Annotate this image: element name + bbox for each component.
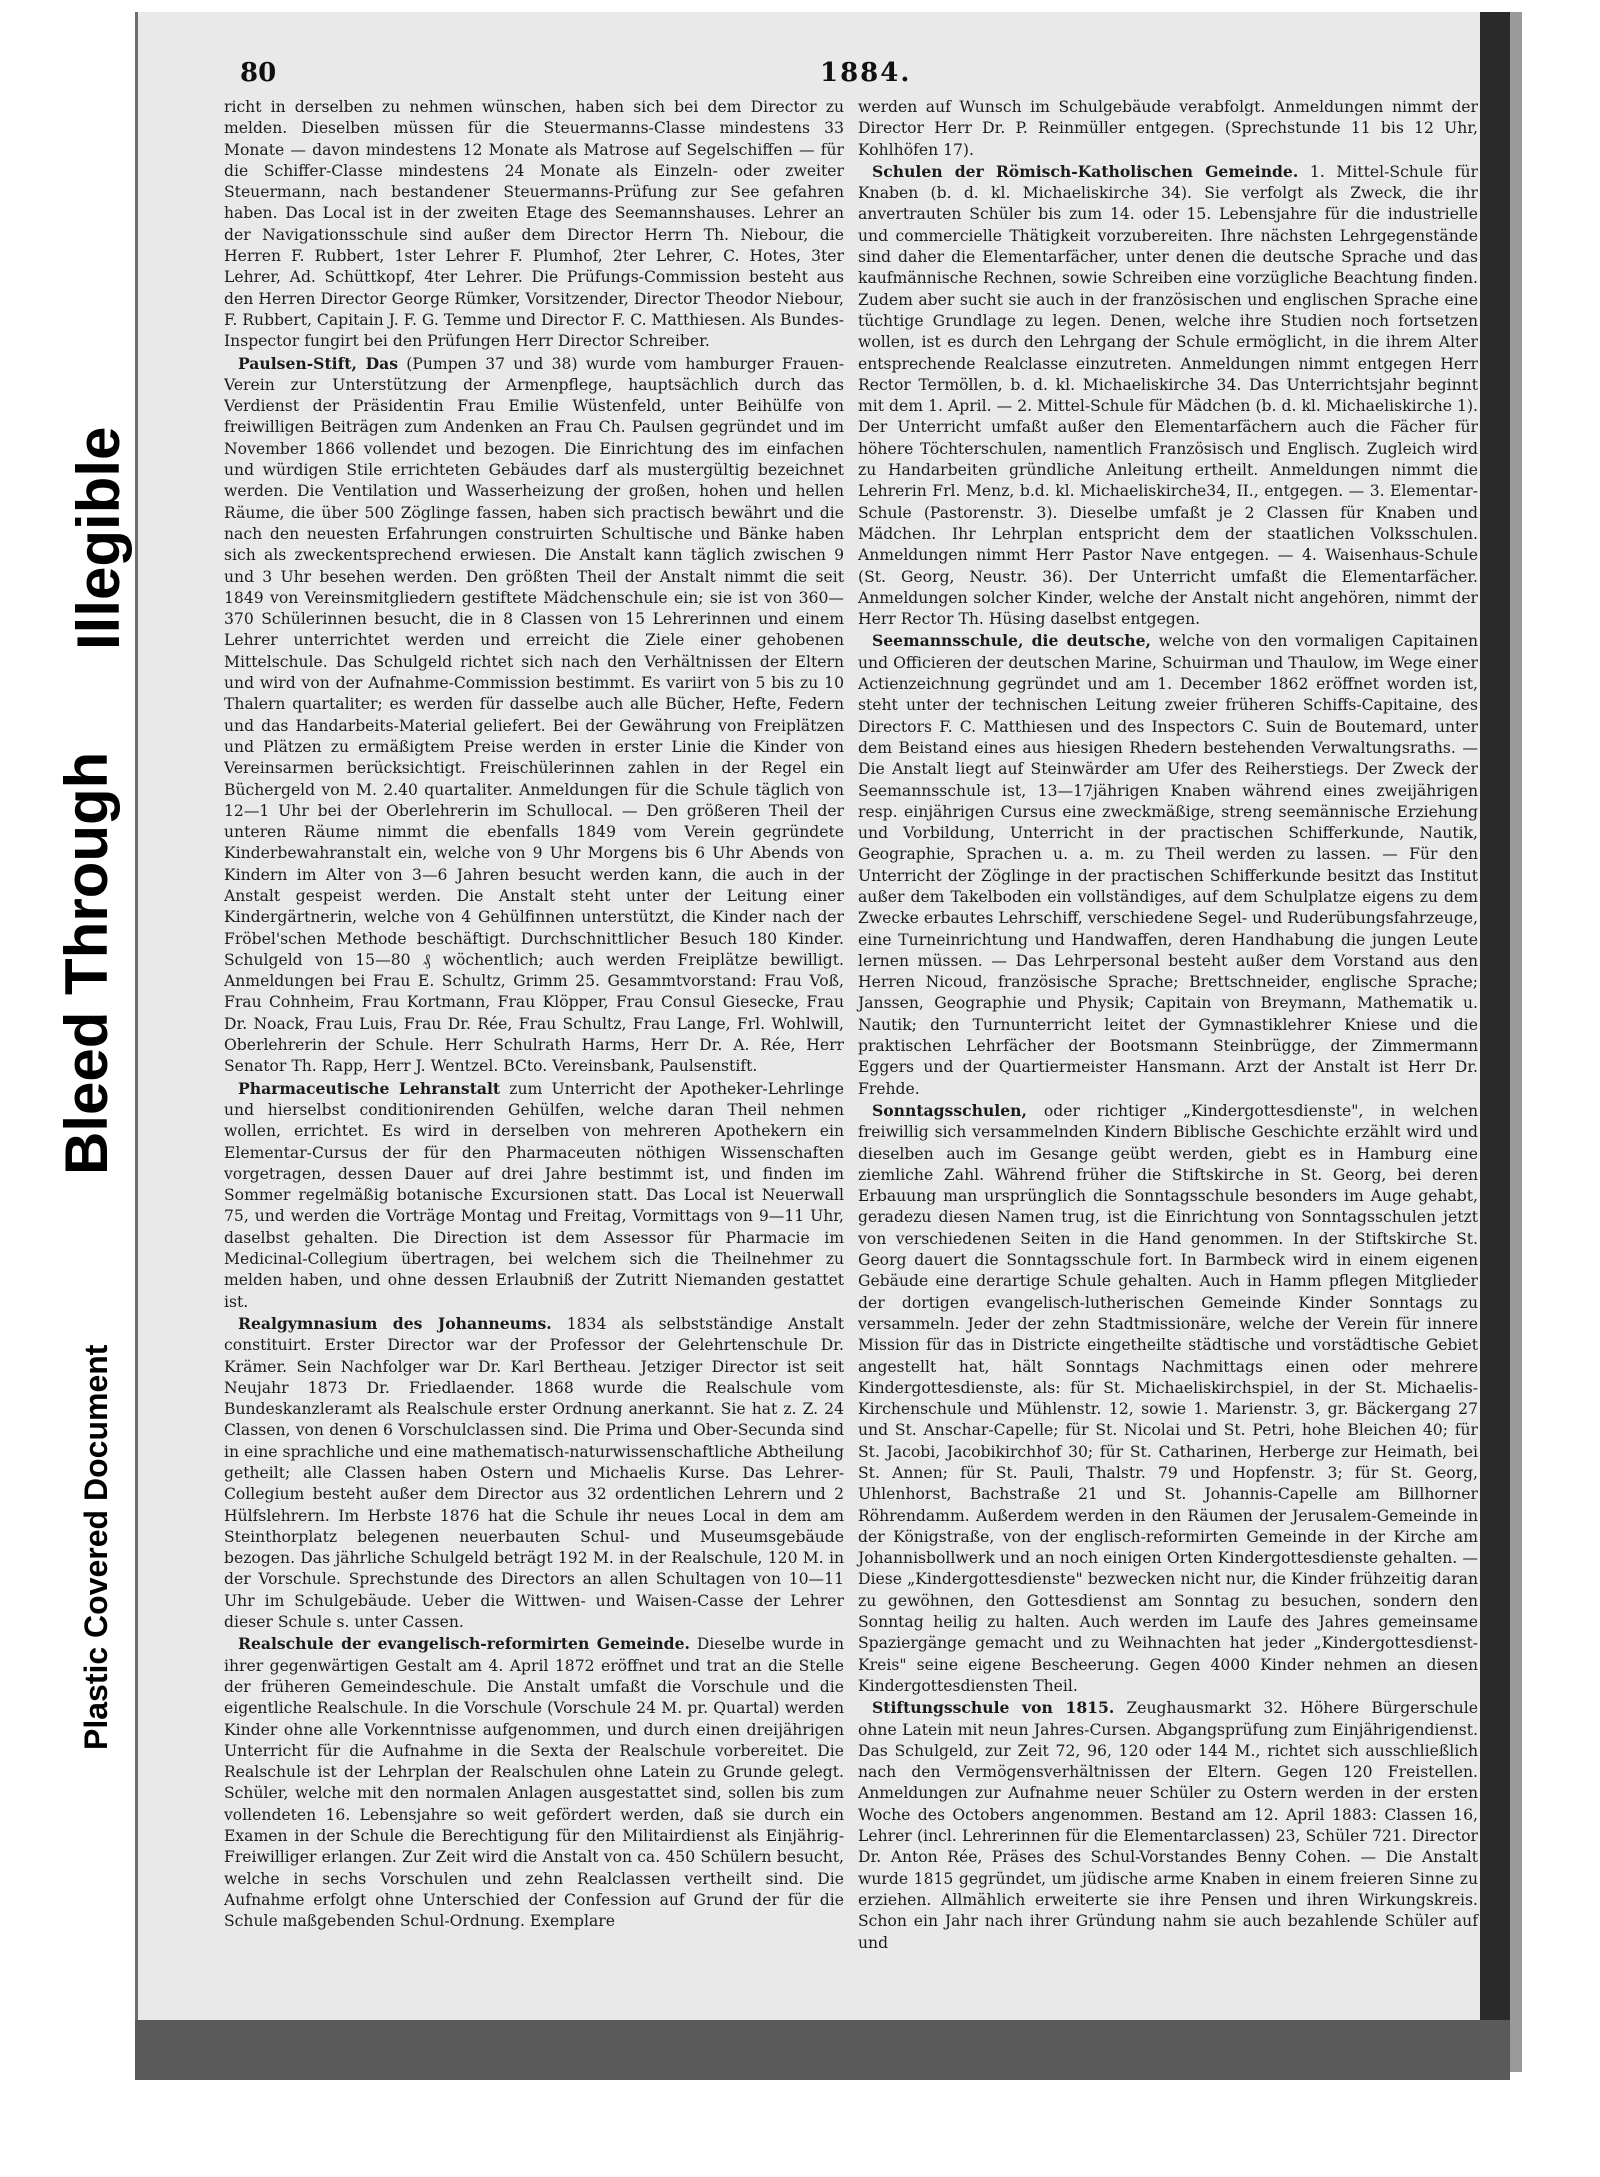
entry-paragraph <box>224 1313 844 1633</box>
scan-bottom-band <box>135 2020 1510 2080</box>
entry-paragraph <box>858 1100 1478 1697</box>
page-edge-margin <box>1510 12 1522 2072</box>
entry-text: 1834 als selbstständige Anstalt constituirt. Erster Director war der Professor der Gelehrtenschule Dr. Krämer. Sein Nachfolger war Dr. Karl Bertheau. Jetziger Director ist seit Neujahr 1873 Dr. Friedlaender. 1868 wurde die Realschule vom Bundeskanzleramt als Realschule erster Ordnung anerkannt. Sie hat z. Z. 24 Classen, von denen 6 Vorschulclassen sind. Die Prima und Ober-Secunda sind in eine sprachliche und eine mathematisch-naturwissenschaftliche Abtheilung getheilt; alle Classen haben Ostern und Michaelis Kurse. Das Lehrer-Collegium besteht außer dem Director aus 32 ordentlichen Lehrern und 2 Hülfslehrern. Im Herbste 1876 hat die Schule ihr neues Local in dem am Steinthorplatz belegenen neuerbauten Schul- und Museumsgebäude bezogen. Das jährliche Schulgeld beträgt 192 M. in der Realschule, 120 M. in der Vorschule. Sprechstunde des Directors an allen Schultagen von 10—11 Uhr im Schulgebäude. Ueber die Wittwen- und Waisen-Casse der Lehrer dieser Schule s. unter Cassen. <box>224 1314 844 1632</box>
entry-text: richt in derselben zu nehmen wünschen, haben sich bei dem Director zu melden. Dieselben müssen für die Steuermanns-Classe mindestens 33 Monate — davon mindestens 12 Monate als Matrose auf Segelschiffen — für die Schiffer-Classe mindestens 24 Monate als Einzeln- oder zweiter Steuermann, nach bestandener Steuermanns-Prüfung zur See gefahren haben. Das Local ist in der zweiten Etage des Seemannshauses. Lehrer an der Navigationsschule sind außer dem Director Herrn Th. Niebour, die Herren F. Rubbert, 1ster Lehrer F. Plumhof, 2ter Lehrer, C. Hotes, 3ter Lehrer, Ad. Schüttkopf, 4ter Lehrer. Die Prüfungs-Commission besteht aus den Herren Director George Rümker, Vorsitzender, Director Theodor Niebour, F. Rubbert, Capitain J. F. G. Temme und Director F. C. Matthiesen. Als Bundes-Inspector fungirt bei den Prüfungen Herr Director Schreiber. <box>224 98 844 351</box>
entry-paragraph <box>224 353 844 1078</box>
stamp-sidebar <box>0 0 140 2177</box>
plastic-covered-stamp: Plastic Covered Document <box>78 1344 114 1750</box>
entry-heading: Schulen der Römisch-Katholischen Gemeinde. <box>872 161 1299 181</box>
entry-heading: Sonntagsschulen, <box>872 1100 1027 1120</box>
entry-heading: Pharmaceutische Lehranstalt <box>238 1078 501 1098</box>
entry-paragraph <box>224 96 844 353</box>
entry-heading: Realschule der evangelisch-reformirten Gemeinde. <box>238 1634 690 1654</box>
entry-paragraph <box>224 1633 844 1932</box>
entry-text: zum Unterricht der Apotheker-Lehrlinge und hierselbst conditionirenden Gehülfen, welche daran Theil nehmen wollen, errichtet. Es wird in derselben von mehreren Apothekern ein Elementar-Cursus der für den Pharmaceuten nöthigen Wissenschaften vorgetragen, dessen Dauer auf drei Jahre bestimmt ist, und finden im Sommer regelmäßig botanische Excursionen statt. Das Local ist Neuerwall 75, und werden die Vorträge Montag und Freitag, Vormittags von 9—11 Uhr, daselbst gehalten. Die Direction ist dem Assessor für Pharmacie im Medicinal-Collegium übertragen, bei welchem sich die Theilnehmer zu melden haben, und ohne dessen Erlaubniß der Zutritt Niemanden gestattet ist. <box>224 1079 845 1311</box>
entry-paragraph <box>858 161 1478 631</box>
bleed-through-stamp: Bleed Through <box>53 751 120 1175</box>
entry-paragraph <box>858 630 1478 1100</box>
entry-text: welche von den vormaligen Capitainen und Officieren der deutschen Marine, Schuirman und Thaulow, im Wege einer Actienzeichnung gegründet und am 1. December 1862 eröffnet worden ist, steht unter der technischen Leitung zweier früheren Schiffs-Capitaine, des Directors F. C. Matthiesen und des Inspectors C. Suin de Boutemard, unter dem Beistand eines aus hiesigen Rhedern bestehenden Verwaltungsraths. — Die Anstalt liegt auf Steinwärder am Ufer des Reiherstiegs. Der Zweck der Seemannsschule ist, 13—17jährigen Knaben während eines zweijährigen resp. einjährigen Cursus eine zweckmäßige, streng seemännische Erziehung und Vorbildung, Unterricht in der practischen Schifferkunde, Nautik, Geographie, Sprachen u. a. m. zu Theil werden zu lassen. — Für den Unterricht der Zöglinge in der practischen Schifferkunde besitzt das Institut außer dem Takelboden ein vollständiges, auf dem Schulplatze eigens zu dem Zwecke erbautes Lehrschiff, verschiedene Segel- und Ruderübungsfahrzeuge, eine Turneinrichtung und Handwaffen, deren Handhabung die jungen Leute lernen müssen. — Das Lehrpersonal besteht außer dem Vorstand aus den Herren Nicoud, französische Sprache; Brettschneider, englische Sprache; Janssen, Geographie und Physik; Capitain von Breymann, Mathematik u. Nautik; den Turnunterricht leitet der Gymnastiklehrer Kniese und die praktischen Lehrfächer der Bootsmann Steinbrügge, der Zimmermann Eggers und der Quartiermeister Hansmann. Arzt der Anstalt ist Herr Dr. Frehde. <box>858 632 1478 1098</box>
entry-paragraph <box>224 1078 844 1313</box>
entry-heading: Realgymnasium des Johanneums. <box>238 1313 552 1333</box>
entry-heading: Stiftungsschule von 1815. <box>872 1698 1115 1718</box>
page-year: 1884. <box>820 58 912 88</box>
entry-text: oder richtiger „Kindergottesdienste", in welchen freiwillig sich versammelnden Kindern Biblische Geschichte erzählt wird und dieselben auch im Gesange geübt werden, giebt es in Hamburg eine ziemliche Zahl. Während früher die Stiftskirche in St. Georg, bei deren Erbauung man ursprünglich die Sonntagsschule besonders im Auge gehabt, geradezu diesen Namen trug, ist die Einrichtung von Sonntagsschulen jetzt von verschiedenen Seiten in die Hand genommen. In der Stiftskirche St. Georg dauert die Sonntagsschule fort. In Barmbeck wird in einem eigenen Gebäude eine derartige Schule gehalten. Auch in Hamm pflegen Mitglieder der dortigen evangelisch-lutherischen Gemeinde Kinder Sonntags zu versammeln. Jeder der zehn Stadtmissionäre, welche der Verein für innere Mission für das in Districte eingetheilte städtische und vorstädtische Gebiet angestellt hat, hält Sonntags Nachmittags einen oder mehrere Kindergottesdienste, als: für St. Michaeliskirchspiel, in der St. Michaelis-Kirchenschule und Mühlenstr. 12, sowie 1. Marienstr. 3, gr. Bäckergang 27 und St. Anschar-Capelle; für St. Nicolai und St. Petri, hohe Bleichen 40; für St. Jacobi, Jacobikirchhof 30; für St. Catharinen, Herberge zur Heimath, bei St. Annen; für St. Pauli, Thalstr. 79 und Hopfenstr. 3; für St. Georg, Uhlenhorst, Bachstraße 21 und St. Johannis-Capelle am Billhorner Röhrendamm. Außerdem werden in den Räumen der Jerusalem-Gemeinde in der Königstraße, von der englisch-reformirten Gemeinde in der Kirche am Johannisbollwerk und an noch einigen Orten Kindergottesdienste gehalten. — Diese „Kindergottesdienste" bezwecken nicht nur, die Kinder frühzeitig daran zu gewöhnen, den Gottesdienst am Sonntag zu besuchen, sondern den Sonntag heilig zu halten. Auch werden im Laufe des Jahres gemeinsame Spaziergänge gemacht und zu Weihnachten hat jeder „Kindergottesdienst-Kreis" seine eigene Bescheerung. Gegen 4000 Kinder nehmen an diesen Kindergottesdiensten Theil. <box>858 1101 1478 1695</box>
left-text-column <box>224 96 844 1933</box>
entry-heading: Paulsen-Stift, Das <box>238 353 399 373</box>
right-text-column <box>858 96 1478 1954</box>
entry-paragraph <box>858 96 1478 161</box>
entry-text: werden auf Wunsch im Schulgebäude verabfolgt. Anmeldungen nimmt der Director Herr Dr. P. Reinmüller entgegen. (Sprechstunde 11 bis 12 Uhr, Kohlhöfen 17). <box>858 98 1478 159</box>
entry-heading: Seemannsschule, die deutsche, <box>872 631 1151 651</box>
entry-text: (Pumpen 37 und 38) wurde vom hamburger Frauen-Verein zur Unterstützung der Armenpflege, hauptsächlich durch das Verdienst der Präsidentin Frau Emilie Wüstenfeld, unter Beihülfe von freiwilligen Beiträgen zum Andenken an Frau Ch. Paulsen gegründet und im November 1866 vollendet und bezogen. Die Einrichtung des im einfachen und würdigen Stile errichteten Gebäudes darf als mustergültig bezeichnet werden. Die Ventilation und Wasserheizung der großen, hohen und hellen Räume, die über 500 Zöglinge fassen, haben sich practisch bewährt und die nach den neuesten Erfahrungen construirten Schultische und Bänke haben sich als zweckentsprechend erwiesen. Die Anstalt kann täglich zwischen 9 und 3 Uhr besehen werden. Den größten Theil der Anstalt nimmt die seit 1849 von Vereinsmitgliedern gestiftete Mädchenschule ein; sie ist von 360—370 Schülerinnen besucht, die in 8 Classen von 15 Lehrerinnen und einem Lehrer unterrichtet werden und erreicht die Ziele einer gehobenen Mittelschule. Das Schulgeld richtet sich nach den Verhältnissen der Eltern und wird von der Aufnahme-Commission bestimmt. Es variirt von 5 bis zu 10 Thalern quartaliter; es werden für dasselbe auch alle Bücher, Hefte, Federn und das Handarbeits-Material geliefert. Bei der Gewährung von Freiplätzen und Plätzen zu ermäßigtem Preise werden in erster Linie die Kinder von Vereinsarmen berücksichtigt. Freischülerinnen zahlen in der Regel ein Büchergeld von M. 2.40 quartaliter. Anmeldungen für die Schule täglich von 12—1 Uhr bei der Oberlehrerin im Schullocal. — Den größeren Theil der unteren Räume nimmt die ebenfalls 1849 vom Verein gegründete Kinderbewahranstalt ein, welche von 9 Uhr Morgens bis 6 Uhr Abends von Kindern im Alter von 3—6 Jahren besucht werden kann, die auch in der Anstalt gespeist werden. Die Anstalt steht unter der Leitung einer Kindergärtnerin, welche von 4 Gehülfinnen unterstützt, die Kinder nach der Fröbel'schen Methode beschäftigt. Durchschnittlicher Besuch 180 Kinder. Schulgeld von 15—80 ₰ wöchentlich; auch werden Freiplätze bewilligt. Anmeldungen bei Frau E. Schultz, Grimm 25. Gesammtvorstand: Frau Voß, Frau Cohnheim, Frau Kortmann, Frau Klöpper, Frau Consul Giesecke, Frau Dr. Noack, Frau Luis, Frau Dr. Rée, Frau Schultz, Frau Lange, Frl. Wohlwill, Oberlehrerin der Schule. Herr Schulrath Harms, Herr Dr. A. Rée, Herr Senator Th. Rapp, Herr J. Wentzel. BCto. Vereinsbank, Paulsenstift. <box>224 354 844 1076</box>
illegible-stamp: Illegible <box>65 426 132 650</box>
page-header <box>240 58 1470 88</box>
entry-text: Dieselbe wurde in ihrer gegenwärtigen Gestalt am 4. April 1872 eröffnet und trat an die Stelle der früheren Gemeindeschule. Die Anstalt umfaßt die Vorschule und die eigentliche Realschule. In die Vorschule (Vorschule 24 M. pr. Quartal) werden Kinder ohne alle Vorkenntnisse aufgenommen, und durch einen dreijährigen Unterricht für die Aufnahme in die Sexta der Realschule vorbereitet. Die Realschule ist der Lehrplan der Realschulen ohne Latein zu Grunde gelegt. Schüler, welche mit den normalen Anlagen ausgestattet sind, sollen bis zum vollendeten 16. Lebensjahre so weit gefördert werden, daß sie durch ein Examen in der Schule die Berechtigung für den Militairdienst als Einjährig-Freiwilliger erlangen. Zur Zeit wird die Anstalt von ca. 450 Schülern besucht, welche in sechs Vorschulen und zehn Realclassen vertheilt sind. Die Aufnahme erfolgt ohne Unterschied der Confession auf Grund der für die Schule maßgebenden Schul-Ordnung. Exemplare <box>224 1635 844 1931</box>
page-edge-shadow <box>1480 12 1510 2072</box>
entry-text: Zeughausmarkt 32. Höhere Bürgerschule ohne Latein mit neun Jahres-Cursen. Abgangsprüfung zum Einjährigendienst. Das Schulgeld, zur Zeit 72, 96, 120 oder 144 M., richtet sich ausschließlich nach den Vermögensverhältnissen der Eltern. Gegen 120 Freistellen. Anmeldungen zur Aufnahme neuer Schüler zu Ostern werden in der ersten Woche des Octobers angenommen. Bestand am 12. April 1883: Classen 16, Lehrer (incl. Lehrerinnen für die Elementarclassen) 23, Schüler 721. Director Dr. Anton Rée, Präses des Schul-Vorstandes Benny Cohen. — Die Anstalt wurde 1815 gegründet, um jüdische arme Knaben in einem freieren Sinne zu erziehen. Allmählich erweiterte sie ihre Pensen und ihren Wirkungskreis. Schon ein Jahr nach ihrer Gründung nahm sie auch bezahlende Schüler auf und <box>858 1699 1478 1952</box>
page-number: 80 <box>240 58 277 88</box>
entry-text: 1. Mittel-Schule für Knaben (b. d. kl. Michaeliskirche 34). Sie verfolgt als Zweck, die ihr anvertrauten Schüler bis zum 14. oder 15. Lebensjahre für die industrielle und commercielle Thätigkeit vorzubereiten. Ihre nächsten Lehrgegenstände sind daher die Elementarfächer, unter denen die deutsche Sprache und das kaufmännische Rechnen, sowie Schreiben eine vorzügliche Beachtung finden. Zudem aber sucht sie auch in der französischen und englischen Sprache eine tüchtige Grundlage zu legen. Denen, welche ihre Studien noch fortsetzen wollen, ist es durch den Lehrgang der Schule ermöglicht, in die ihrem Alter entsprechende Realclasse einzutreten. Anmeldungen nimmt entgegen Herr Rector Termöllen, b. d. kl. Michaeliskirche 34. Das Unterrichtsjahr beginnt mit dem 1. April. — 2. Mittel-Schule für Mädchen (b. d. kl. Michaeliskirche 1). Der Unterricht umfaßt außer den Elementarfächern auch die Fächer für höhere Töchterschulen, namentlich Französisch und Englisch. Zugleich wird zu Handarbeiten gründliche Anleitung ertheilt. Anmeldungen nimmt die Lehrerin Frl. Menz, b.d. kl. Michaeliskirche34, II., entgegen. — 3. Elementar-Schule (Pastorenstr. 3). Dieselbe umfaßt je 2 Classen für Knaben und Mädchen. Ihr Lehrplan entspricht dem der staatlichen Volksschulen. Anmeldungen nimmt Herr Pastor Nave entgegen. — 4. Waisenhaus-Schule (St. Georg, Neustr. 36). Der Unterricht umfaßt die Elementarfächer. Anmeldungen solcher Kinder, welche der Anstalt nicht angehören, nimmt der Herr Rector Th. Hüsing daselbst entgegen. <box>858 162 1478 629</box>
entry-paragraph <box>858 1697 1478 1954</box>
